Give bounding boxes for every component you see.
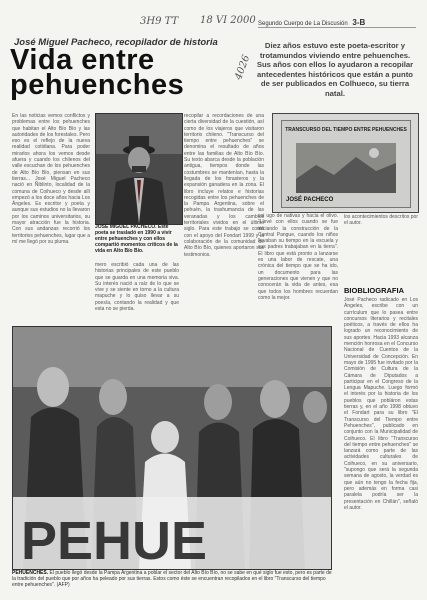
svg-text:PEHUE: PEHUE xyxy=(21,511,208,569)
column-5 xyxy=(344,214,418,232)
bio-column xyxy=(344,297,418,567)
crowd-illustration xyxy=(13,327,331,569)
header-rule xyxy=(258,27,416,28)
column-2-text: mero escribió cada una de las historias principales de este pueblo que se guarda en una memoria viva. Su interés nació a raíz de lo que se vive y se siente en torno a la cultura mapuche y lo quiso llevar a su poesía, contando la realidad y que esta no se pierda. xyxy=(95,262,179,313)
headline: Vida entre pehuenches xyxy=(10,44,185,101)
book-cover-frame xyxy=(281,120,411,208)
portrait-photo xyxy=(95,113,183,225)
portrait-illustration xyxy=(96,114,182,224)
handwritten-ref: 4026 xyxy=(233,53,253,82)
book-cover-art xyxy=(296,143,396,193)
book-title: TRANSCURSO DEL TIEMPO ENTRE PEHUENCHES xyxy=(285,127,407,133)
column-2 xyxy=(95,262,179,323)
crowd-caption xyxy=(12,570,336,589)
column-3 xyxy=(184,113,264,323)
page-number: 3-B xyxy=(352,18,366,27)
crowd-photo xyxy=(12,326,332,570)
handwritten-code: 3H9 TT xyxy=(140,16,179,27)
portrait-caption: JOSÉ MIGUEL PACHECO. Este poeta se trasladó en 1990 a vivir entre pehuenches y con ellos compartió momentos críticos de la vida en Alto Bío Bío. xyxy=(95,224,178,254)
book-cover xyxy=(272,113,419,213)
section-header xyxy=(258,18,416,27)
book-author: JOSÉ PACHECO xyxy=(286,197,334,203)
section-name: Segundo Cuerpo de La Discusión xyxy=(258,21,348,27)
column-4 xyxy=(258,213,338,323)
column-1-text: En las noticias vemos conflictos y problemas entre los pehuenches que habitan el Alto Bío Bío y las autoridades de los forestales. Pero eso es el reflejo de la nueva realidad cotidiana. Para poder mirarlos ahora los vemos desde afuera y cuando los chilenos del valle escuchan de los pehuenches de Alto Bío Bío, piensan en sus tierras... José Miguel Pacheco nació en Ñiblinto, localidad de la comuna de Coihueco y desde allí empezó a los doce años hacia Los Ángeles. Es escritor y poeta y aunque sus estudios no la llevaron por los caminos universitarios, su mayor atracción fue la historia. Con sus andanzas recorrió los territorios pehuenches, lugar que a mí me llegó por su pluma. xyxy=(12,113,90,245)
column-1 xyxy=(12,113,90,323)
column-4-text: coi ugo de nativas y hacia el olivo. "Llevé con ellos cuando se fue iniciando la construcción de la Central Pangue, cuando los niños llevaban su tiempo en la escuela y sus padres trabajaban en la tierra". El libro que está pronto a lanzarse es una labor de rescate, una crónica del tiempo que se ha ido, un documento para las generaciones que vienen y que no conocerán la vida de antes, esa que todos los hombres recuerdan como la mejor. xyxy=(258,213,338,301)
bio-heading: BIOBLIOGRAFIA xyxy=(344,286,404,295)
column-3-text: recopilar a recordaciones de una cierta diversidad de la cuestión, así como de los viajeros que visitaron territorio chileno. "Transcurso del tiempo entre pehuenches" se denomina el resultado de años entre las familias de Alto Bío Bío. Su texto abarca desde la población antigua, tiempos donde las costumbres se mantenían, hasta la llegada de los forasteros y la expansión ganadera en la zona. El libro incluye relatos e historias recogidas entre los pehuenches de la Pampa Argentina, sobre el pehuén, la trashumancia de las veranadas y los cambios territoriales vividos en el último siglo. Para este trabajo se contó con el apoyo del Fondart 1999 y la colaboración de la comunidad de Alto Bío Bío, quienes aportaron sus testimonios. xyxy=(184,113,264,258)
crowd-caption-text: El pueblo llegó desde la Pampa Argentina a poblar el sector del Alto Bío Bío, no se sabe en qué siglo fue esto, pero es parte de la tradición del pueblo que por años ha peleado por sus tierras. Estos como éste se encuentran recopilados en el libro "Transcurso del tiempo entre pehuenches". (AFP) xyxy=(12,570,332,589)
deck: Diez años estuvo este poeta-escritor y trotamundos viviendo entre pehuenches. Sus años con ellos lo ayudaron a recopilar antecedentes históricos que están a punto de ser publicados en Colhueco, su tierra natal. xyxy=(256,41,414,98)
handwritten-date: 18 VI 2000 xyxy=(200,15,256,26)
column-5-text: los acontecimientos descritos por el autor. xyxy=(344,214,418,227)
crowd-caption-lead: PEHUENCHES. xyxy=(12,570,49,576)
bio-text: José Pacheco radicado en Los Ángeles, escribe con un currículum que lo pasea entre concursos literarios y recitales poéticos, a través de ellos ha logrado un reconocimiento de sus aportes. Hacia 1993 alcanza mención honrosa en el Concurso Nacional de Cuentos de la Universidad de Concepción. En mayo de 1995 fue invitado por la Comisión de Cultura de la Cámara de Diputados a participar en el Congreso de la Lengua Mapuche. Luego formó el interés por la historia de los pueblos que pobláron estas tierras y, en el año 1998 obtuvo el Fondart para su libro "El Transcurso del Tiempo entre Pehuenches", publicado en conjunto con la Municipalidad de Coihueco. El libro "Transcurso del tiempo entre pehuenches" se lanzará como parte de las actividades culturales de Coihueco, en su aniversario, "supongo que será la segunda semana de agosto, la verdad es que aún no tengo la fecha fija, pero además en forma casi paralela podría ser la presentación en Chillán", señaló el autor. xyxy=(344,297,418,511)
kicker: José Miguel Pacheco, recopilador de historia xyxy=(14,37,218,48)
